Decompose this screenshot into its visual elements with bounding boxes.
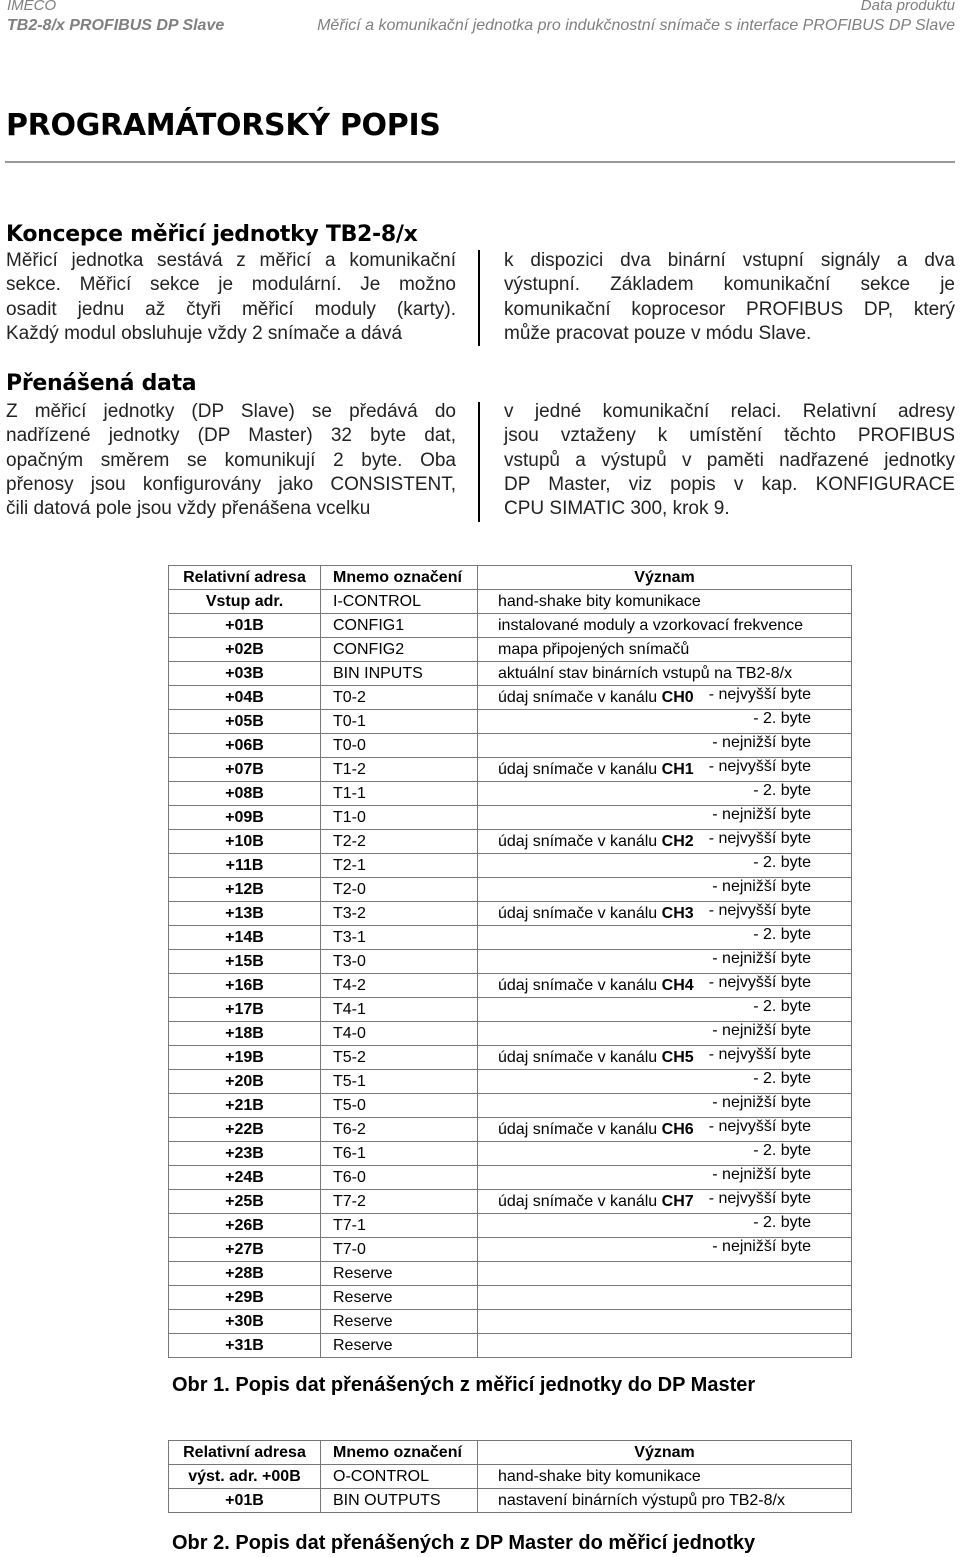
column-header: Relativní adresa (169, 566, 321, 590)
address-cell: +23B (169, 1142, 321, 1166)
table-row (169, 758, 852, 782)
paragraph-line: k dispozici dva binární vstupní signály a dva (504, 250, 955, 271)
address-cell: +19B (169, 1046, 321, 1070)
meaning-text: instalované moduly a vzorkovací frekvence (498, 616, 804, 634)
mnemonic-cell: T4-1 (321, 998, 478, 1022)
meaning-text: hand-shake bity komunikace (498, 592, 701, 610)
section-concept-right-text (504, 249, 955, 346)
figure-caption-2: Obr 2. Popis dat přenášených z DP Master do měřicí jednotky (172, 1532, 756, 1554)
meaning-text: nastavení binárních výstupů pro TB2-8/x (498, 1491, 785, 1509)
byte-order-text: - nejnižší byte (712, 1166, 811, 1183)
meaning-cell (478, 1094, 852, 1118)
meaning-cell (478, 1238, 852, 1262)
column-divider (478, 402, 480, 522)
mnemonic-cell: T4-2 (321, 974, 478, 998)
byte-order-text: - nejnižší byte (712, 1094, 811, 1111)
address-cell: +26B (169, 1214, 321, 1238)
input-data-table (168, 565, 852, 1358)
meaning-cell (478, 1262, 852, 1286)
table-row (169, 902, 852, 926)
byte-order-text: - 2. byte (753, 1142, 811, 1159)
meaning-text: údaj snímače v kanálu CH6 (498, 1120, 694, 1138)
section-concept-left-text (6, 249, 456, 346)
channel-label: CH7 (661, 1192, 694, 1210)
mnemonic-cell: T1-0 (321, 806, 478, 830)
meaning-text: údaj snímače v kanálu CH0 (498, 688, 694, 706)
paragraph-line: Z měřicí jednotky (DP Slave) se předává do (6, 401, 456, 422)
meaning-cell (478, 590, 852, 614)
mnemonic-cell: T4-0 (321, 1022, 478, 1046)
mnemonic-cell: O-CONTROL (321, 1465, 478, 1489)
table-row (169, 1465, 852, 1489)
table-row (169, 638, 852, 662)
address-cell: +18B (169, 1022, 321, 1046)
meaning-cell (478, 1142, 852, 1166)
mnemonic-cell: T2-1 (321, 854, 478, 878)
mnemonic-cell: Reserve (321, 1262, 478, 1286)
meaning-cell (478, 1465, 852, 1489)
address-cell: +22B (169, 1118, 321, 1142)
meaning-text: mapa připojených snímačů (498, 640, 690, 658)
address-cell: +05B (169, 710, 321, 734)
byte-order-text: - nejnižší byte (712, 806, 811, 823)
mnemonic-cell: T2-2 (321, 830, 478, 854)
paragraph-line: DP Master, viz popis v kap. KONFIGURACE (504, 473, 955, 495)
table-row (169, 686, 852, 710)
address-cell: +08B (169, 782, 321, 806)
table-row (169, 734, 852, 758)
meaning-text: údaj snímače v kanálu CH2 (498, 832, 694, 850)
meaning-cell (478, 854, 852, 878)
table-row (169, 926, 852, 950)
mnemonic-cell: T2-0 (321, 878, 478, 902)
meaning-cell (478, 638, 852, 662)
meaning-cell (478, 734, 852, 758)
meaning-cell (478, 902, 852, 926)
meaning-cell (478, 686, 852, 710)
section-data-left-text (6, 400, 456, 521)
table-row (169, 806, 852, 830)
mnemonic-cell: T6-2 (321, 1118, 478, 1142)
paragraph-line: komunikační koprocesor PROFIBUS DP, který (504, 298, 955, 320)
column-header: Relativní adresa (169, 1441, 321, 1465)
paragraph-line: vstupů a výstupů v paměti nadřazené jednotky (504, 449, 955, 471)
mnemonic-cell: T7-0 (321, 1238, 478, 1262)
channel-label: CH0 (661, 688, 694, 706)
byte-order-text: - nejvyšší byte (708, 1046, 811, 1063)
table-row (169, 1489, 852, 1513)
mnemonic-cell: T5-1 (321, 1070, 478, 1094)
address-cell: +09B (169, 806, 321, 830)
meaning-cell (478, 710, 852, 734)
column-divider (478, 250, 480, 346)
mnemonic-cell: Reserve (321, 1310, 478, 1334)
meaning-text: aktuální stav binárních vstupů na TB2-8/x (498, 664, 793, 682)
meaning-cell (478, 1214, 852, 1238)
table-row (169, 830, 852, 854)
table-row (169, 1262, 852, 1286)
paragraph-line: přenosy jsou konfigurovány jako CONSISTENT, (6, 473, 456, 495)
meaning-text: údaj snímače v kanálu CH1 (498, 760, 694, 778)
byte-order-text: - nejvyšší byte (708, 974, 811, 991)
byte-order-text: - 2. byte (753, 998, 811, 1015)
meaning-cell (478, 1046, 852, 1070)
page-header-bottom (7, 17, 955, 35)
address-cell: +01B (169, 1489, 321, 1513)
byte-order-text: - nejvyšší byte (708, 830, 811, 847)
meaning-cell (478, 1310, 852, 1334)
mnemonic-cell: CONFIG2 (321, 638, 478, 662)
mnemonic-cell: I-CONTROL (321, 590, 478, 614)
table-row (169, 1142, 852, 1166)
meaning-cell (478, 830, 852, 854)
byte-order-text: - nejnižší byte (712, 950, 811, 967)
byte-order-text: - nejvyšší byte (708, 758, 811, 775)
meaning-cell (478, 1022, 852, 1046)
table-row (169, 1022, 852, 1046)
meaning-cell (478, 1489, 852, 1513)
address-cell: +13B (169, 902, 321, 926)
mnemonic-cell: T7-1 (321, 1214, 478, 1238)
mnemonic-cell: T7-2 (321, 1190, 478, 1214)
paragraph-line: osadit jednu až čtyři měřicí moduly (karty). (6, 298, 456, 320)
address-cell: +20B (169, 1070, 321, 1094)
byte-order-text: - nejnižší byte (712, 1238, 811, 1255)
mnemonic-cell: CONFIG1 (321, 614, 478, 638)
address-cell: Vstup adr. (169, 590, 321, 614)
byte-order-text: - nejnižší byte (712, 734, 811, 751)
meaning-text: hand-shake bity komunikace (498, 1467, 701, 1485)
table-row (169, 998, 852, 1022)
address-cell: +07B (169, 758, 321, 782)
meaning-cell (478, 1070, 852, 1094)
document-type: Data produktu (860, 0, 955, 14)
meaning-cell (478, 806, 852, 830)
address-cell: +02B (169, 638, 321, 662)
table-row (169, 1238, 852, 1262)
page-title: PROGRAMÁTORSKÝ POPIS (6, 108, 441, 143)
section-data-right-text (504, 400, 955, 521)
paragraph-line: nadřízené jednotky (DP Master) 32 byte dat, (6, 425, 456, 447)
paragraph-line: Každý modul obsluhuje vždy 2 snímače a dává (6, 322, 403, 344)
table-row (169, 1166, 852, 1190)
paragraph-line: sekce. Měřicí sekce je modulární. Je možno (6, 274, 456, 296)
mnemonic-cell: T3-1 (321, 926, 478, 950)
byte-order-text: - 2. byte (753, 1214, 811, 1231)
mnemonic-cell: T1-2 (321, 758, 478, 782)
table-header-row (169, 1441, 852, 1465)
column-header: Význam (478, 566, 852, 590)
address-cell: +06B (169, 734, 321, 758)
address-cell: +31B (169, 1334, 321, 1358)
byte-order-text: - nejnižší byte (712, 878, 811, 895)
mnemonic-cell: T6-1 (321, 1142, 478, 1166)
mnemonic-cell: T5-2 (321, 1046, 478, 1070)
byte-order-text: - 2. byte (753, 854, 811, 871)
mnemonic-cell: Reserve (321, 1286, 478, 1310)
byte-order-text: - nejvyšší byte (708, 686, 811, 703)
meaning-cell (478, 974, 852, 998)
address-cell: +28B (169, 1262, 321, 1286)
meaning-cell (478, 758, 852, 782)
table-header-row (169, 566, 852, 590)
section-heading-data: Přenášená data (6, 371, 197, 396)
address-cell: +15B (169, 950, 321, 974)
address-cell: +16B (169, 974, 321, 998)
mnemonic-cell: T5-0 (321, 1094, 478, 1118)
meaning-text: údaj snímače v kanálu CH4 (498, 976, 694, 994)
meaning-cell (478, 614, 852, 638)
mnemonic-cell: T0-2 (321, 686, 478, 710)
output-data-table (168, 1440, 852, 1513)
meaning-cell (478, 926, 852, 950)
meaning-cell (478, 878, 852, 902)
paragraph-line: CPU SIMATIC 300, krok 9. (504, 498, 730, 520)
meaning-text: údaj snímače v kanálu CH7 (498, 1192, 694, 1210)
mnemonic-cell: T3-2 (321, 902, 478, 926)
address-cell: +24B (169, 1166, 321, 1190)
channel-label: CH4 (661, 976, 694, 994)
mnemonic-cell: Reserve (321, 1334, 478, 1358)
table-row (169, 1334, 852, 1358)
mnemonic-cell: T6-0 (321, 1166, 478, 1190)
address-cell: +11B (169, 854, 321, 878)
table-row (169, 614, 852, 638)
column-header: Význam (478, 1441, 852, 1465)
table-row (169, 1046, 852, 1070)
table-row (169, 662, 852, 686)
column-header: Mnemo označení (321, 1441, 478, 1465)
table-row (169, 782, 852, 806)
table-row (169, 878, 852, 902)
address-cell: +25B (169, 1190, 321, 1214)
address-cell: +30B (169, 1310, 321, 1334)
section-heading-concept: Koncepce měřicí jednotky TB2-8/x (6, 222, 418, 247)
byte-order-text: - nejnižší byte (712, 1022, 811, 1039)
table-row (169, 1070, 852, 1094)
figure-caption-1: Obr 1. Popis dat přenášených z měřicí jednotky do DP Master (172, 1374, 756, 1396)
byte-order-text: - nejvyšší byte (708, 1118, 811, 1135)
product-subtitle: Měřicí a komunikační jednotka pro indukčnostní snímače s interface PROFIBUS DP Slave (317, 17, 955, 34)
table-row (169, 950, 852, 974)
paragraph-line: může pracovat pouze v módu Slave. (504, 322, 812, 344)
table-row (169, 590, 852, 614)
address-cell: +27B (169, 1238, 321, 1262)
byte-order-text: - 2. byte (753, 710, 811, 727)
product-name: TB2-8/x PROFIBUS DP Slave (7, 17, 225, 34)
meaning-cell (478, 1286, 852, 1310)
mnemonic-cell: T0-0 (321, 734, 478, 758)
address-cell: +01B (169, 614, 321, 638)
meaning-cell (478, 662, 852, 686)
address-cell: +04B (169, 686, 321, 710)
table-row (169, 1190, 852, 1214)
address-cell: +14B (169, 926, 321, 950)
mnemonic-cell: BIN OUTPUTS (321, 1489, 478, 1513)
address-cell: +29B (169, 1286, 321, 1310)
address-cell: +17B (169, 998, 321, 1022)
page-header-top (7, 0, 955, 15)
table-row (169, 1214, 852, 1238)
mnemonic-cell: T0-1 (321, 710, 478, 734)
paragraph-line: opačným směrem se komunikují 2 byte. Oba (6, 449, 456, 471)
mnemonic-cell: T3-0 (321, 950, 478, 974)
table-row (169, 1094, 852, 1118)
address-cell: +12B (169, 878, 321, 902)
paragraph-line: jsou vztaženy k umístění těchto PROFIBUS (504, 425, 955, 447)
meaning-cell (478, 998, 852, 1022)
table-row (169, 1310, 852, 1334)
meaning-text: údaj snímače v kanálu CH3 (498, 904, 694, 922)
address-cell: +21B (169, 1094, 321, 1118)
table-row (169, 974, 852, 998)
channel-label: CH6 (661, 1120, 694, 1138)
table-row (169, 710, 852, 734)
mnemonic-cell: T1-1 (321, 782, 478, 806)
meaning-cell (478, 1118, 852, 1142)
channel-label: CH1 (661, 760, 694, 778)
address-cell: výst. adr. +00B (169, 1465, 321, 1489)
meaning-cell (478, 1334, 852, 1358)
meaning-cell (478, 1190, 852, 1214)
table-row (169, 1118, 852, 1142)
byte-order-text: - nejvyšší byte (708, 902, 811, 919)
byte-order-text: - 2. byte (753, 782, 811, 799)
paragraph-line: v jedné komunikační relaci. Relativní adresy (504, 401, 955, 422)
mnemonic-cell: BIN INPUTS (321, 662, 478, 686)
address-cell: +03B (169, 662, 321, 686)
channel-label: CH3 (661, 904, 694, 922)
meaning-cell (478, 950, 852, 974)
byte-order-text: - 2. byte (753, 1070, 811, 1087)
channel-label: CH5 (661, 1048, 694, 1066)
paragraph-line: Měřicí jednotka sestává z měřicí a komunikační (6, 250, 456, 271)
company-name: IMECO (7, 0, 57, 14)
byte-order-text: - 2. byte (753, 926, 811, 943)
address-cell: +10B (169, 830, 321, 854)
meaning-cell (478, 1166, 852, 1190)
column-header: Mnemo označení (321, 566, 478, 590)
paragraph-line: výstupní. Základem komunikační sekce je (504, 274, 955, 296)
table-row (169, 1286, 852, 1310)
channel-label: CH2 (661, 832, 694, 850)
paragraph-line: čili datová pole jsou vždy přenášena vcelku (6, 498, 371, 520)
title-divider (5, 161, 955, 163)
table-row (169, 854, 852, 878)
byte-order-text: - nejvyšší byte (708, 1190, 811, 1207)
meaning-text: údaj snímače v kanálu CH5 (498, 1048, 694, 1066)
meaning-cell (478, 782, 852, 806)
